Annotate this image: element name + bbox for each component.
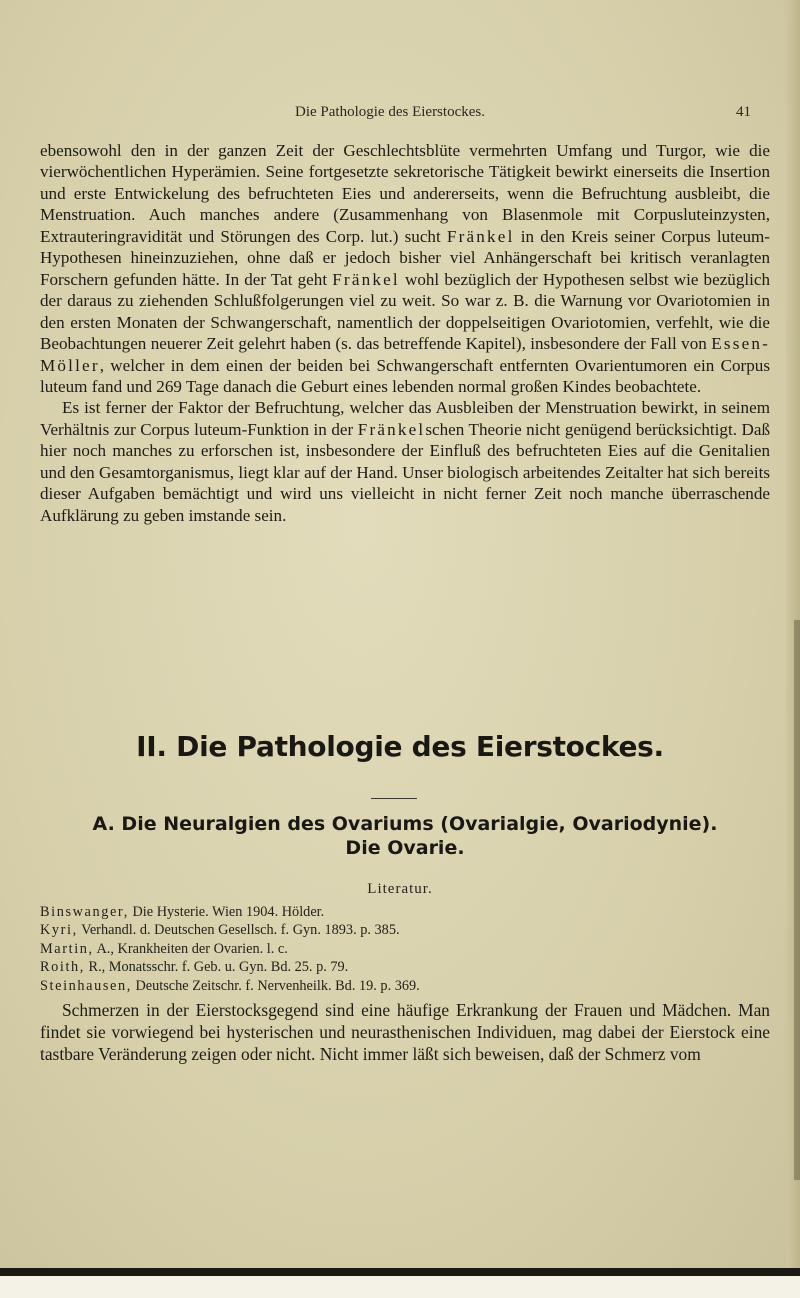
author-name-fraenkel: Fränkel (357, 419, 426, 439)
bottom-margin (0, 1276, 800, 1298)
divider (371, 798, 417, 799)
paragraph-2-text-b: schen Theorie nicht genügend berücksichtigt. Daß hier noch manches zu erforschen ist, insbesondere der Einfluß des befruchteten Eies auf die Genitalien und den Gesamtorganismus, liegt klar auf der Hand. Unser biologisch arbeitendes Zeitalter hat sich bereits dieser Aufgaben bemächtigt und wird uns vielleicht in nicht ferner Zeit noch manche überraschende Aufklärung zu geben imstande sein. (40, 419, 770, 525)
section-heading: II. Die Pathologie des Eierstockes. (136, 730, 664, 763)
subheading-line-1: A. Die Neuralgien des Ovariums (Ovarialgie, Ovariodynie). (92, 813, 718, 835)
paragraph-1-text-a: ebensowohl den in der ganzen Zeit der Geschlechtsblüte vermehrten Umfang und Turgor, wie die vierwöchentlichen Hyperämien. Seine fortgesetzte sekretorische Tätigkeit bewirkt einerseits die Insertion und erste Entwickelung des befruchteten Eies und andererseits, wenn die Befruchtung ausbleibt, die Menstruation. Auch manches andere (Zusammenhang von Blasenmole mit Corpusluteinzysten, Extrauteringravidität und Störungen des Corp. lut.) sucht (40, 141, 770, 246)
body-text (40, 140, 770, 526)
paragraph-1-text-c: wohl bezüglich der Hypothesen selbst wie bezüglich der daraus zu ziehenden Schlußfolgerungen viel zu weit. So war z. B. die Warnung vor Ovariotomien in den ersten Monaten der Schwangerschaft, namentlich der doppelseitigen Ovariotomien, verfehlt, wie die Beobachtungen neuerer Zeit gelehrt haben (s. das betreffende Kapitel), insbesondere der Fall von (40, 269, 771, 354)
page-number: 41 (736, 104, 751, 120)
paragraph-2-text-a: Es ist ferner der Faktor der Befruchtung, welcher das Ausbleiben der Menstruation bewirkt, in seinem Verhältnis zur Corpus luteum-Funktion in der (40, 398, 770, 439)
closing-paragraph: Schmerzen in der Eierstocksgegend sind eine häufige Erkrankung der Frauen und Mädchen. Man findet sie vorwiegend bei hysterischen und neurasthenischen Individuen, mag dabei der Eierstock eine tastbare Veränderung zeigen oder nicht. Nicht immer läßt sich beweisen, daß der Schmerz vom (40, 1000, 770, 1064)
reference-author: Roith, (40, 959, 85, 976)
reference-list (40, 903, 770, 995)
reference-text: Verhandl. d. Deutschen Gesellsch. f. Gyn. 1893. p. 385. (77, 922, 400, 939)
bottom-border (0, 1268, 800, 1276)
reference-item (40, 921, 770, 939)
author-name-fraenkel: Fränkel (446, 226, 515, 246)
reference-author: Kyri, (40, 922, 78, 939)
reference-text: Die Hysterie. Wien 1904. Hölder. (128, 904, 325, 920)
reference-item (40, 958, 770, 976)
reference-author: Martin, (40, 940, 94, 957)
closing-text (40, 1000, 770, 1065)
reference-item (40, 977, 770, 995)
reference-text: A., Krankheiten der Ovarien. l. c. (93, 940, 288, 957)
author-name-essen-moeller: Essen-Möller (40, 334, 770, 375)
paragraph-1-text-d: , welcher in dem einen der beiden bei Schwangerschaft entfernten Ovarientumoren ein Corpus luteum fand und 269 Tage danach die Geburt eines lebenden normal großen Kindes beobachtete. (40, 355, 770, 396)
paragraph-1 (40, 140, 770, 397)
reference-text: R., Monatsschr. f. Geb. u. Gyn. Bd. 25. p. 79. (84, 959, 349, 976)
author-name-fraenkel: Fränkel (332, 269, 400, 289)
reference-item (40, 940, 770, 958)
reference-author: Steinhausen, (40, 977, 132, 994)
reference-item (40, 903, 770, 921)
page-edge-shadow (794, 620, 800, 1180)
subheading-line-2: Die Ovarie. (345, 837, 465, 859)
reference-author: Binswanger, (40, 904, 129, 920)
subheading (40, 812, 770, 860)
reference-text: Deutsche Zeitschr. f. Nervenheilk. Bd. 19. p. 369. (131, 977, 420, 994)
literature-title: Literatur. (367, 881, 433, 897)
running-title: Die Pathologie des Eierstockes. (295, 104, 485, 120)
paragraph-1-text-b: in den Kreis seiner Corpus luteum-Hypothesen hineinzuziehen, ohne daß er jedoch bisher viel Anhängerschaft bei kritisch veranlagten Forschern gefunden hätte. In der Tat geht (40, 226, 771, 289)
paragraph-2 (40, 397, 770, 526)
